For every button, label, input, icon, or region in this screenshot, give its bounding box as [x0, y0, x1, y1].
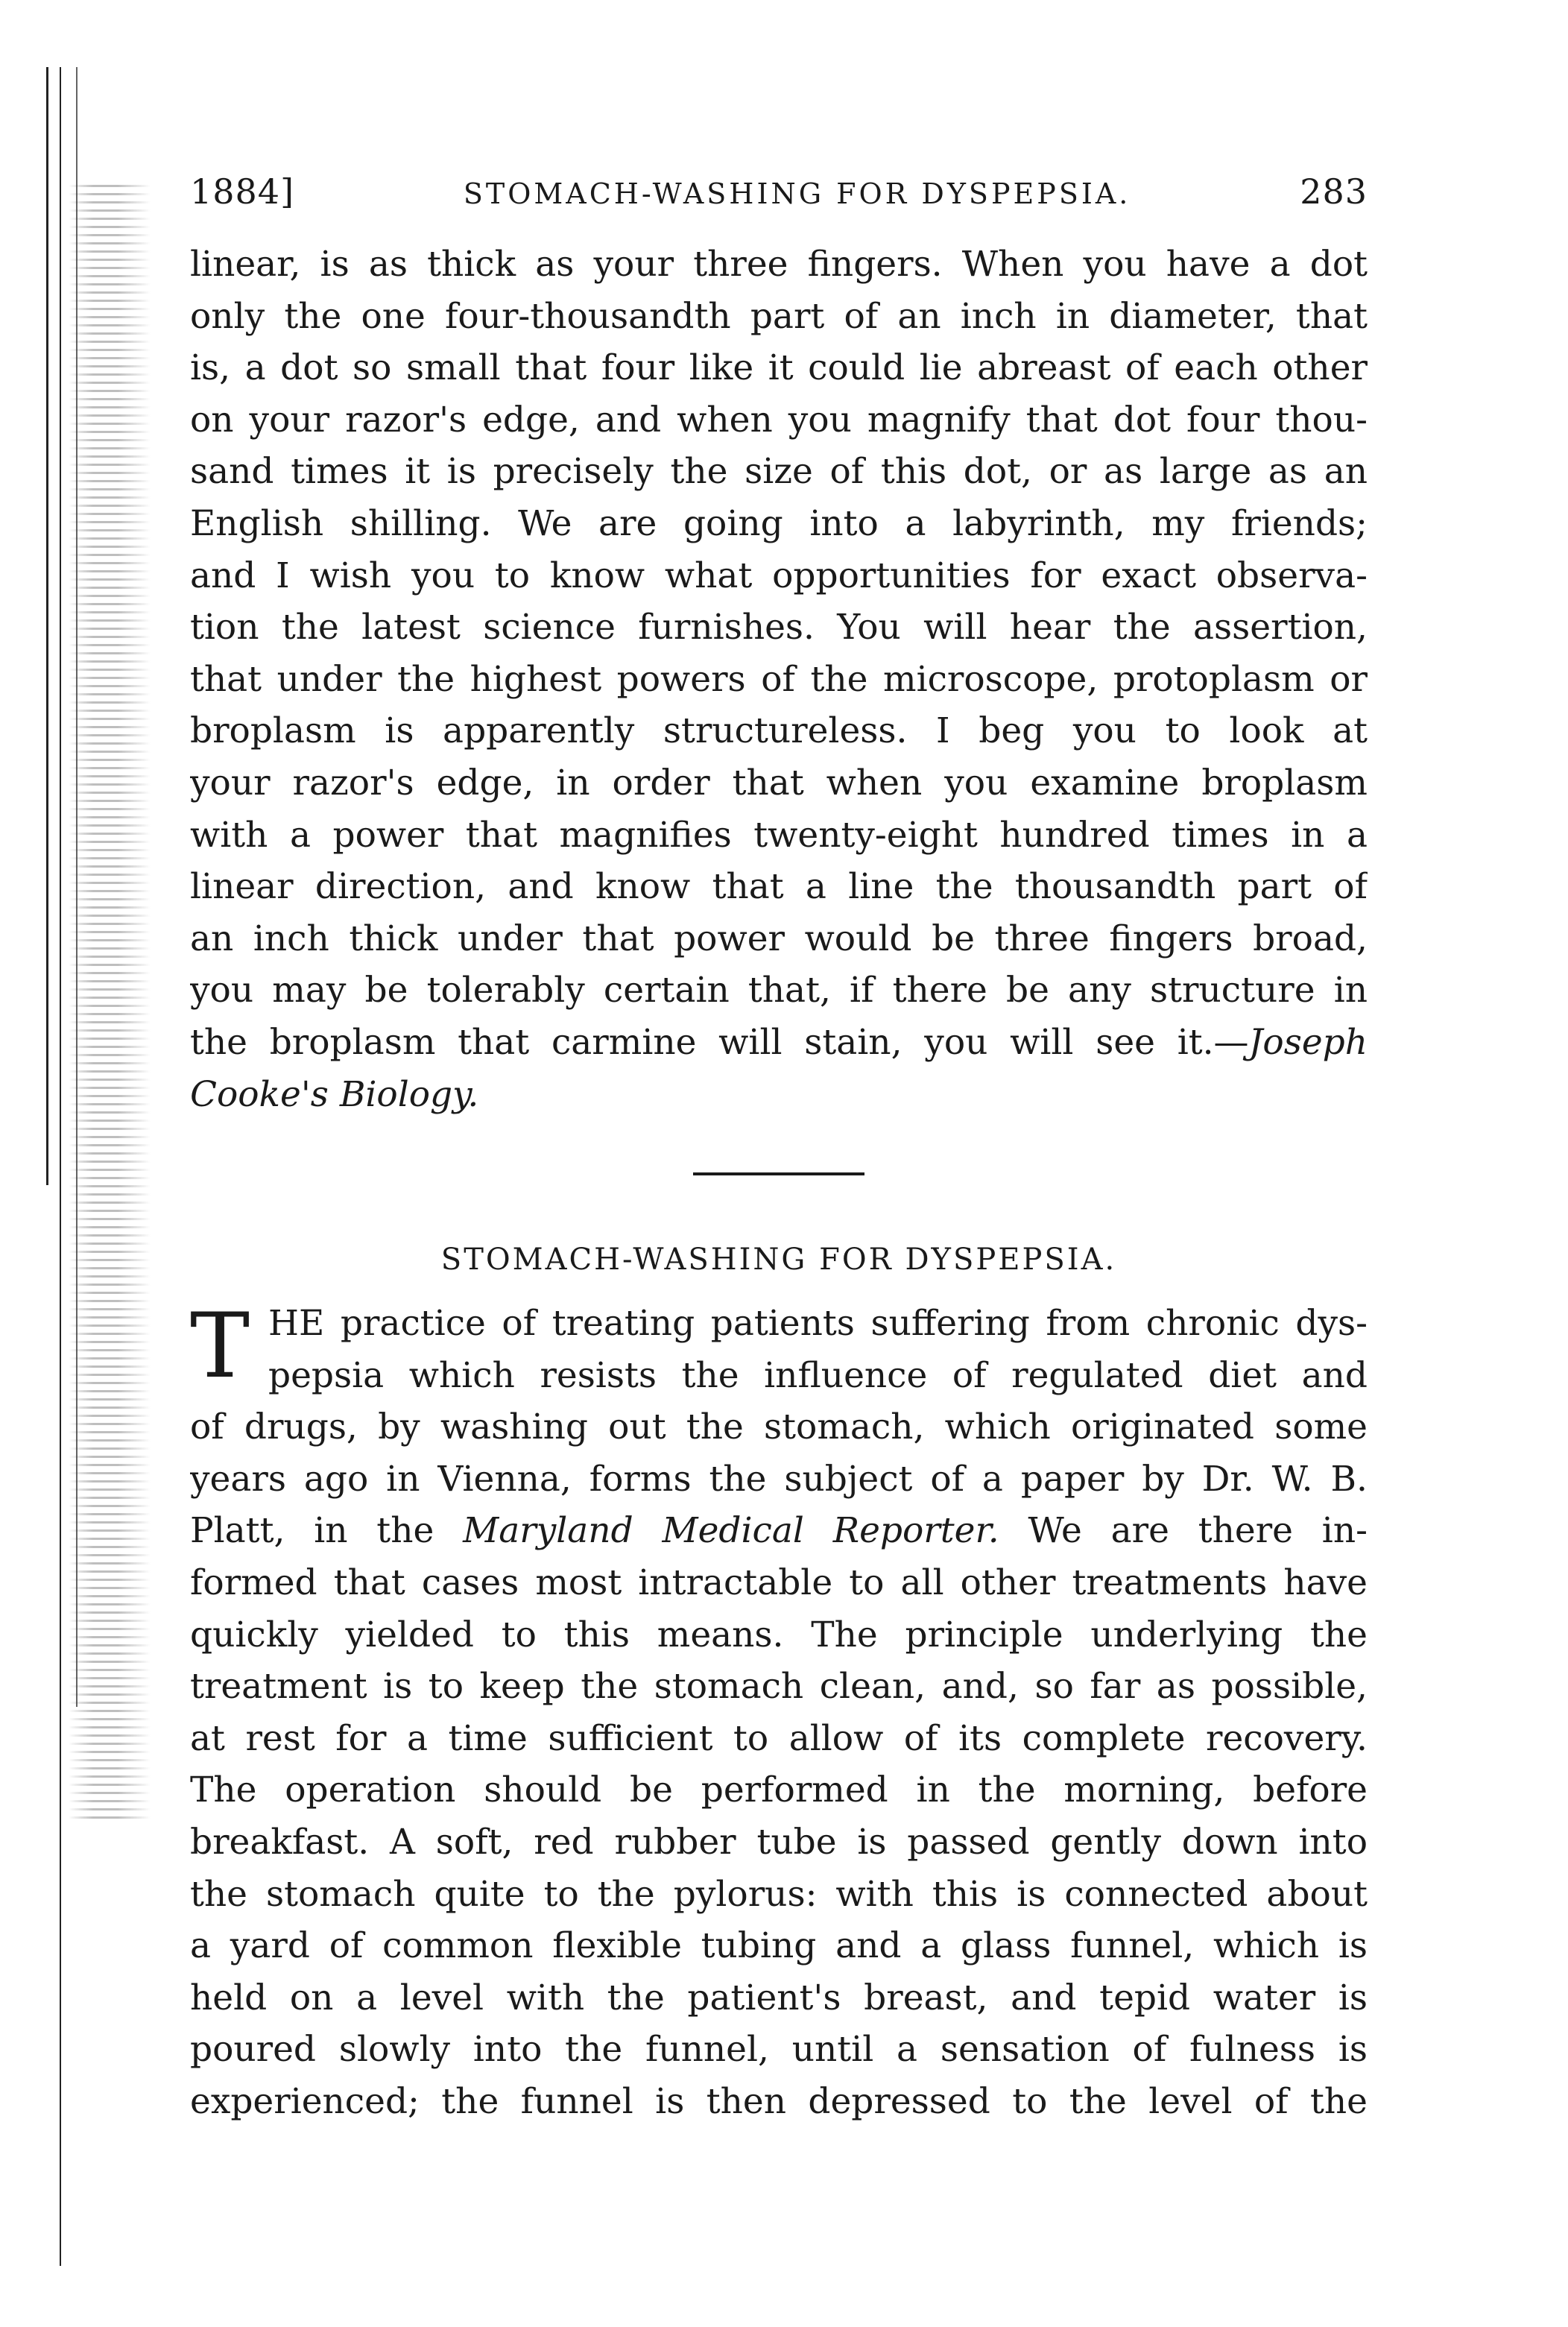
- text-segment: Platt, in the: [190, 1510, 464, 1552]
- section-divider: [693, 1172, 864, 1175]
- text-line: you may be tolerably certain that, if there be any structure in: [190, 970, 1368, 1011]
- text-line: of drugs, by washing out the stomach, which originated some: [190, 1406, 1368, 1448]
- citation-source: Cooke's Biology.: [190, 1073, 479, 1115]
- text-line: [190, 1017, 1368, 1069]
- text-line: treatment is to keep the stomach clean, and, so far as possible,: [190, 1666, 1368, 1708]
- passage-continued: [190, 239, 1368, 1120]
- text-line: formed that cases most intractable to all other treatments have: [190, 1562, 1368, 1604]
- text-line: poured slowly into the funnel, until a sensation of fulness is: [190, 2029, 1368, 2071]
- header-year: 1884]: [190, 171, 295, 212]
- text-segment: We are there in-: [999, 1510, 1368, 1552]
- citation-author: Joseph: [1248, 1021, 1368, 1063]
- running-title: STOMACH-WASHING FOR DYSPEPSIA.: [463, 177, 1131, 210]
- running-head: [190, 171, 1368, 224]
- text-line: breakfast. A soft, red rubber tube is passed gently down into: [190, 1822, 1368, 1863]
- book-page: [190, 171, 1368, 2128]
- text-line: a yard of common flexible tubing and a glass funnel, which is: [190, 1925, 1368, 1967]
- text-line: at rest for a time sufficient to allow of its complete recovery.: [190, 1717, 1368, 1759]
- text-line: held on a level with the patient's breast, and tepid water is: [190, 1977, 1368, 2018]
- journal-title: Maryland Medical Reporter.: [463, 1510, 999, 1552]
- text-line: the stomach quite to the pylorus: with this is connected about: [190, 1873, 1368, 1915]
- text-line: on your razor's edge, and when you magnify that dot four thou-: [190, 399, 1368, 441]
- text-line: linear direction, and know that a line the thousandth part of: [190, 866, 1368, 908]
- text-line: tion the latest science furnishes. You will hear the assertion,: [190, 607, 1368, 648]
- text-line: years ago in Vienna, forms the subject of a paper by Dr. W. B.: [190, 1458, 1368, 1500]
- text-line: only the one four-thousandth part of an inch in diameter, that: [190, 295, 1368, 337]
- text-line: experienced; the funnel is then depressed to the level of the: [190, 2081, 1368, 2122]
- text-line: sand times it is precisely the size of this dot, or as large as an: [190, 451, 1368, 493]
- text-line: that under the highest powers of the microscope, protoplasm or: [190, 658, 1368, 700]
- text-line: is, a dot so small that four like it could lie abreast of each other: [190, 347, 1368, 389]
- book-gutter: [46, 67, 158, 2303]
- section-title: STOMACH-WASHING FOR DYSPEPSIA.: [440, 1243, 1117, 1278]
- gutter-edge-line: [60, 67, 61, 2266]
- text-line: your razor's edge, in order that when you examine broplasm: [190, 762, 1368, 803]
- text-line: linear, is as thick as your three fingers. When you have a dot: [190, 244, 1368, 285]
- text-line: an inch thick under that power would be three fingers broad,: [190, 918, 1368, 959]
- text-line: [190, 1505, 1368, 1557]
- text-line: HE practice of treating patients suffering from chronic dys-: [268, 1303, 1368, 1345]
- text-line: quickly yielded to this means. The principle underlying the: [190, 1614, 1368, 1655]
- text-line: pepsia which resists the influence of regulated diet and: [268, 1354, 1368, 1396]
- text-line: broplasm is apparently structureless. I beg you to look at: [190, 710, 1368, 752]
- gutter-edge-line: [46, 67, 48, 1185]
- gutter-speckle: [69, 179, 151, 1819]
- text-line: English shilling. We are going into a labyrinth, my friends;: [190, 502, 1368, 544]
- text-line: and I wish you to know what opportunities for exact observa-: [190, 555, 1368, 596]
- text-line: with a power that magnifies twenty-eight hundred times in a: [190, 814, 1368, 856]
- text-segment: the broplasm that carmine will stain, you will see it.—: [190, 1021, 1249, 1063]
- article-body: [190, 1295, 1368, 2128]
- drop-cap: T: [190, 1295, 250, 1399]
- text-line: The operation should be performed in the morning, before: [190, 1769, 1368, 1811]
- page-number: 283: [1300, 171, 1368, 212]
